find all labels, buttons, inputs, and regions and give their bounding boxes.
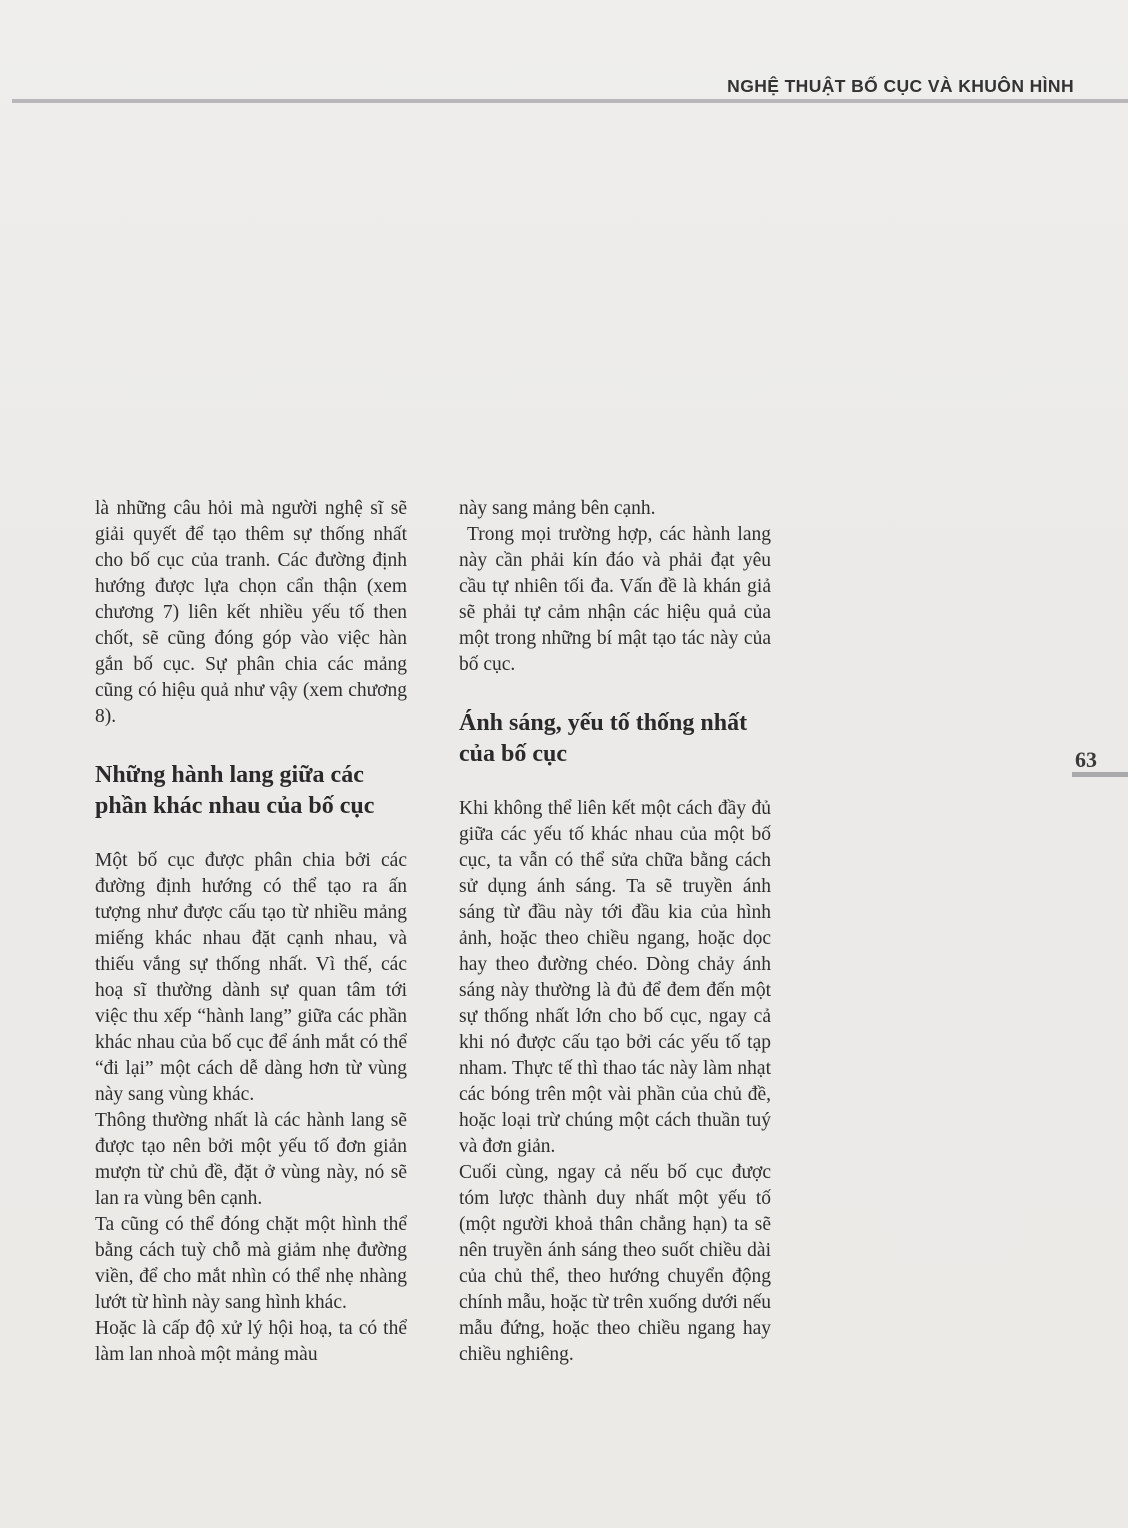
paragraph: Một bố cục được phân chia bởi các đường định hướng có thể tạo ra ấn tượng như được cấu tạo từ nhiều mảng miếng khác nhau đặt cạnh nhau, và thiếu vắng sự thống nhất. Vì thế, các hoạ sĩ thường dành sự quan tâm tới việc thu xếp “hành lang” giữa các phần khác nhau của bố cục để ánh mắt có thể “đi lại” một cách dễ dàng hơn từ vùng này sang vùng khác. [95,850,407,1105]
paragraph: Ta cũng có thể đóng chặt một hình thể bằng cách tuỳ chỗ mà giảm nhẹ đường viền, để cho mắt nhìn có thể nhẹ nhàng lướt từ hình này sang hình khác. [95,1214,407,1313]
running-header: NGHỆ THUẬT BỐ CỤC VÀ KHUÔN HÌNH [727,76,1074,96]
paragraph: này sang mảng bên cạnh. [459,498,656,519]
left-column [95,496,407,1368]
paragraph: là những câu hỏi mà người nghệ sĩ sẽ giải quyết để tạo thêm sự thống nhất cho bố cục của tranh. Các đường định hướng được lựa chọn cẩn thận (xem chương 7) liên kết nhiều yếu tố then chốt, sẽ cũng đóng góp vào việc hàn gắn bố cục. Sự phân chia các mảng cũng có hiệu quả như vậy (xem chương 8). [95,498,407,727]
header-rule [12,99,1128,103]
paragraph: Trong mọi trường hợp, các hành lang này cần phải kín đáo và phải đạt yêu cầu tự nhiên tối đa. Vấn đề là khán giả sẽ phải tự cảm nhận các hiệu quả của một trong những bí mật tạo tác này của bố cục. [459,524,771,675]
page-number-bar [1072,772,1128,777]
section-heading: Những hành lang giữa các phần khác nhau của bố cục [95,762,375,819]
paragraph: Hoặc là cấp độ xử lý hội hoạ, ta có thể làm lan nhoà một mảng màu [95,1318,407,1365]
section-heading: Ánh sáng, yếu tố thống nhất của bố cục [459,710,748,767]
paragraph: Khi không thể liên kết một cách đầy đủ giữa các yếu tố khác nhau của một bố cục, ta vẫn có thể sửa chữa bằng cách sử dụng ánh sáng. Ta sẽ truyền ánh sáng từ đầu này tới đầu kia của hình ảnh, hoặc theo chiều ngang, hoặc dọc hay theo đường chéo. Dòng chảy ánh sáng này thường là đủ để đem đến một sự thống nhất lớn cho bố cục, ngay cả khi nó được cấu tạo bởi các yếu tố tạp nham. Thực tế thì thao tác này làm nhạt các bóng trên một vài phần của chủ đề, hoặc loại trừ chúng một cách thuần tuý và đơn giản. [459,798,771,1157]
paragraph: Cuối cùng, ngay cả nếu bố cục được tóm lược thành duy nhất một yếu tố (một người khoả thân chẳng hạn) ta sẽ nên truyền ánh sáng theo suốt chiều dài của chủ thể, theo hướng chuyển động chính mẫu, hoặc từ trên xuống dưới nếu mẫu đứng, hoặc theo chiều ngang hay chiều nghiêng. [459,1162,771,1365]
page-number: 63 [1075,747,1097,772]
right-column [459,496,771,1368]
paragraph: Thông thường nhất là các hành lang sẽ được tạo nên bởi một yếu tố đơn giản mượn từ chủ đề, đặt ở vùng này, nó sẽ lan ra vùng bên cạnh. [95,1110,407,1209]
